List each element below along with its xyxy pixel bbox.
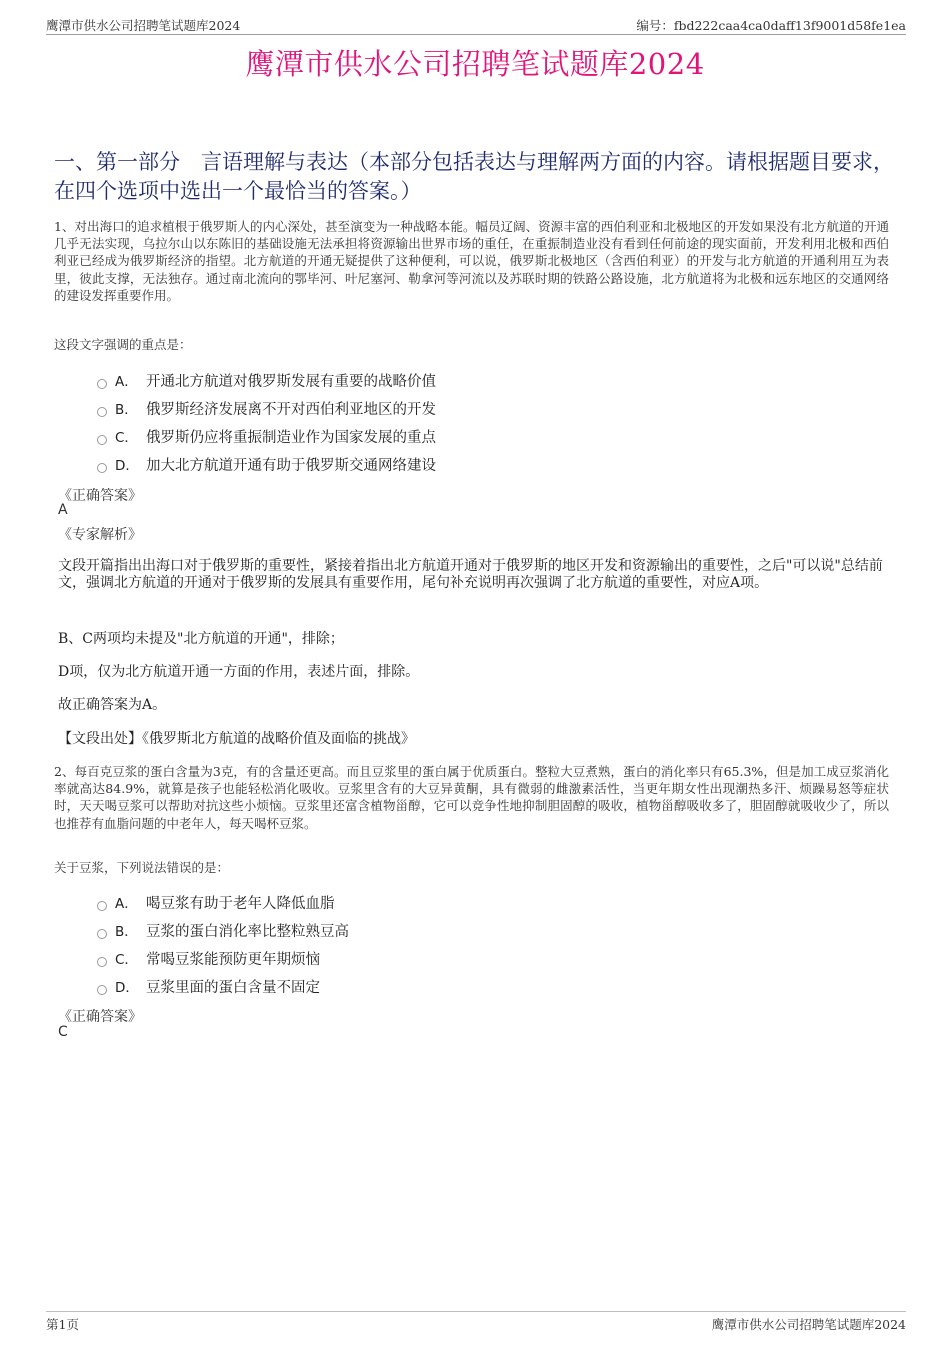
question-1-option-d[interactable]: D． 加大北方航道开通有助于俄罗斯交通网络建设 [97, 454, 436, 474]
header-doc-id: 编号：fbd222caa4ca0daff13f9001d58fe1ea [636, 18, 906, 33]
question-1-analysis-bc: B、C两项均未提及"北方航道的开通"，排除； [58, 631, 344, 647]
question-1-analysis-d: D项，仅为北方航道开通一方面的作用，表述片面，排除。 [58, 664, 420, 680]
radio-icon[interactable] [97, 985, 107, 995]
question-1-analysis-label: 《专家解析》 [58, 527, 142, 543]
radio-icon[interactable] [97, 407, 107, 417]
radio-icon[interactable] [97, 463, 107, 473]
question-1-answer-label: 《正确答案》 [58, 488, 142, 504]
question-2-option-c[interactable]: C． 常喝豆浆能预防更年期烦恼 [97, 948, 320, 968]
question-1-passage: 1、对出海口的追求植根于俄罗斯人的内心深处，甚至演变为一种战略本能。幅员辽阔、资源丰富的西伯利亚和北极地区的开发如果没有北方航道的开通几乎无法实现，乌拉尔山以东陈旧的基础设施无法承担将资源输出世界市场的重任，在重振制造业没有看到任何前途的现实面前，开发利用北极和西伯利亚已经成为俄罗斯经济的指望。北方航道的开通无疑提供了这种便利，可以说，俄罗斯北极地区（含西伯利亚）的开发与北方航道的开通利用互为表里，彼此支撑，无法独存。通过南北流向的鄂毕河、叶尼塞河、勒拿河等河流以及苏联时期的铁路公路设施，北方航道将为北极和远东地区的交通网络的建设发挥重要作用。 [54, 219, 889, 303]
radio-icon[interactable] [97, 435, 107, 445]
radio-icon[interactable] [97, 929, 107, 939]
document-title: 鹰潭市供水公司招聘笔试题库2024 [245, 47, 705, 81]
question-2-prompt: 关于豆浆，下列说法错误的是： [54, 860, 230, 875]
radio-icon[interactable] [97, 379, 107, 389]
question-1-option-a[interactable]: A． 开通北方航道对俄罗斯发展有重要的战略价值 [97, 370, 436, 390]
header-doc-title: 鹰潭市供水公司招聘笔试题库2024 [46, 18, 241, 33]
question-1-analysis: 文段开篇指出出海口对于俄罗斯的重要性，紧接着指出北方航道开通对于俄罗斯的地区开发和资源输出的重要性，之后"可以说"总结前文，强调北方航道的开通对于俄罗斯的发展具有重要作用，尾句补充说明再次强调了北方航道的重要性，对应A项。 [58, 558, 883, 591]
question-2-passage: 2、每百克豆浆的蛋白含量为3克，有的含量还更高。而且豆浆里的蛋白属于优质蛋白。整粒大豆煮熟，蛋白的消化率只有65.3%，但是加工成豆浆消化率就高达84.9%，就算是孩子也能轻松消化吸收。豆浆里含有的大豆异黄酮，具有微弱的雌激素活性，当更年期女性出现潮热多汗、烦躁易怒等症状时，天天喝豆浆可以帮助对抗这些小烦恼。豆浆里还富含植物甾醇，它可以竞争性地抑制胆固醇的吸收，植物甾醇吸收多了，胆固醇就吸收少了，所以也推荐有血脂问题的中老年人，每天喝杯豆浆。 [54, 764, 889, 831]
question-1-answer: A [58, 502, 68, 518]
question-1-analysis-conclusion: 故正确答案为A。 [58, 697, 167, 713]
section-heading: 一、第一部分 言语理解与表达（本部分包括表达与理解两方面的内容。请根据题目要求，在四个选项中选出一个最恰当的答案。） [54, 150, 894, 203]
question-2-option-b[interactable]: B． 豆浆的蛋白消化率比整粒熟豆高 [97, 920, 349, 940]
question-2-option-a[interactable]: A． 喝豆浆有助于老年人降低血脂 [97, 892, 335, 912]
question-2-option-d[interactable]: D． 豆浆里面的蛋白含量不固定 [97, 976, 320, 996]
footer-doc-title: 鹰潭市供水公司招聘笔试题库2024 [711, 1317, 906, 1332]
question-1-option-c[interactable]: C． 俄罗斯仍应将重振制造业作为国家发展的重点 [97, 426, 436, 446]
page-header [46, 14, 906, 35]
question-2-answer-label: 《正确答案》 [58, 1009, 142, 1025]
question-2-answer: C [58, 1024, 68, 1040]
question-1-prompt: 这段文字强调的重点是： [54, 337, 192, 352]
page-footer [46, 1311, 906, 1332]
footer-page-number: 第1页 [46, 1317, 79, 1332]
radio-icon[interactable] [97, 901, 107, 911]
question-1-option-b[interactable]: B． 俄罗斯经济发展离不开对西伯利亚地区的开发 [97, 398, 436, 418]
question-1-source: 【文段出处】《俄罗斯北方航道的战略价值及面临的挑战》 [58, 731, 415, 747]
radio-icon[interactable] [97, 957, 107, 967]
